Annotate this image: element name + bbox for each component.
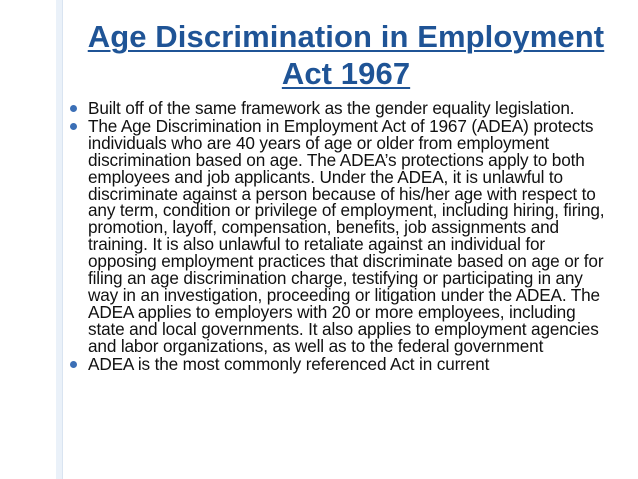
slide-title-line-1: Age Discrimination in Employment <box>87 19 605 54</box>
bullet-list <box>68 100 616 374</box>
bullet-item-adea-overview <box>68 115 616 356</box>
round-bullet-icon <box>70 105 77 112</box>
slide-title-line-2: Act 1967 <box>281 56 411 91</box>
slide-title <box>66 18 626 92</box>
bullet-text-adea-overview: The Age Discrimination in Employment Act of 1967 (ADEA) protects individuals who are 40 years of age or older from employment discrimination based on age. The ADEA’s protections apply to both employees and job applicants. Under the ADEA, it is unlawful to discriminate against a person because of his/her age with respect to any term, condition or privilege of employment, including hiring, firing, promotion, layoff, compensation, benefits, job assignments and training. It is also unlawful to retaliate against an individual for opposing employment practices that discriminate based on age or for filing an age discrimination charge, testifying or participating in any way in an investigation, proceeding or litigation under the ADEA. The ADEA applies to employers with 20 or more employees, including state and local governments. It also applies to employment agencies and labor organizations, as well as to the federal government <box>88 115 605 356</box>
bullet-text-common-reference: ADEA is the most commonly referenced Act in current <box>88 353 490 374</box>
round-bullet-icon <box>70 361 77 368</box>
bullet-item-common-reference <box>68 353 616 374</box>
left-decorative-rule <box>56 0 62 479</box>
bullet-item-framework <box>68 100 616 117</box>
bullet-text-framework: Built off of the same framework as the gender equality legislation. <box>88 98 575 118</box>
round-bullet-icon <box>70 123 77 130</box>
